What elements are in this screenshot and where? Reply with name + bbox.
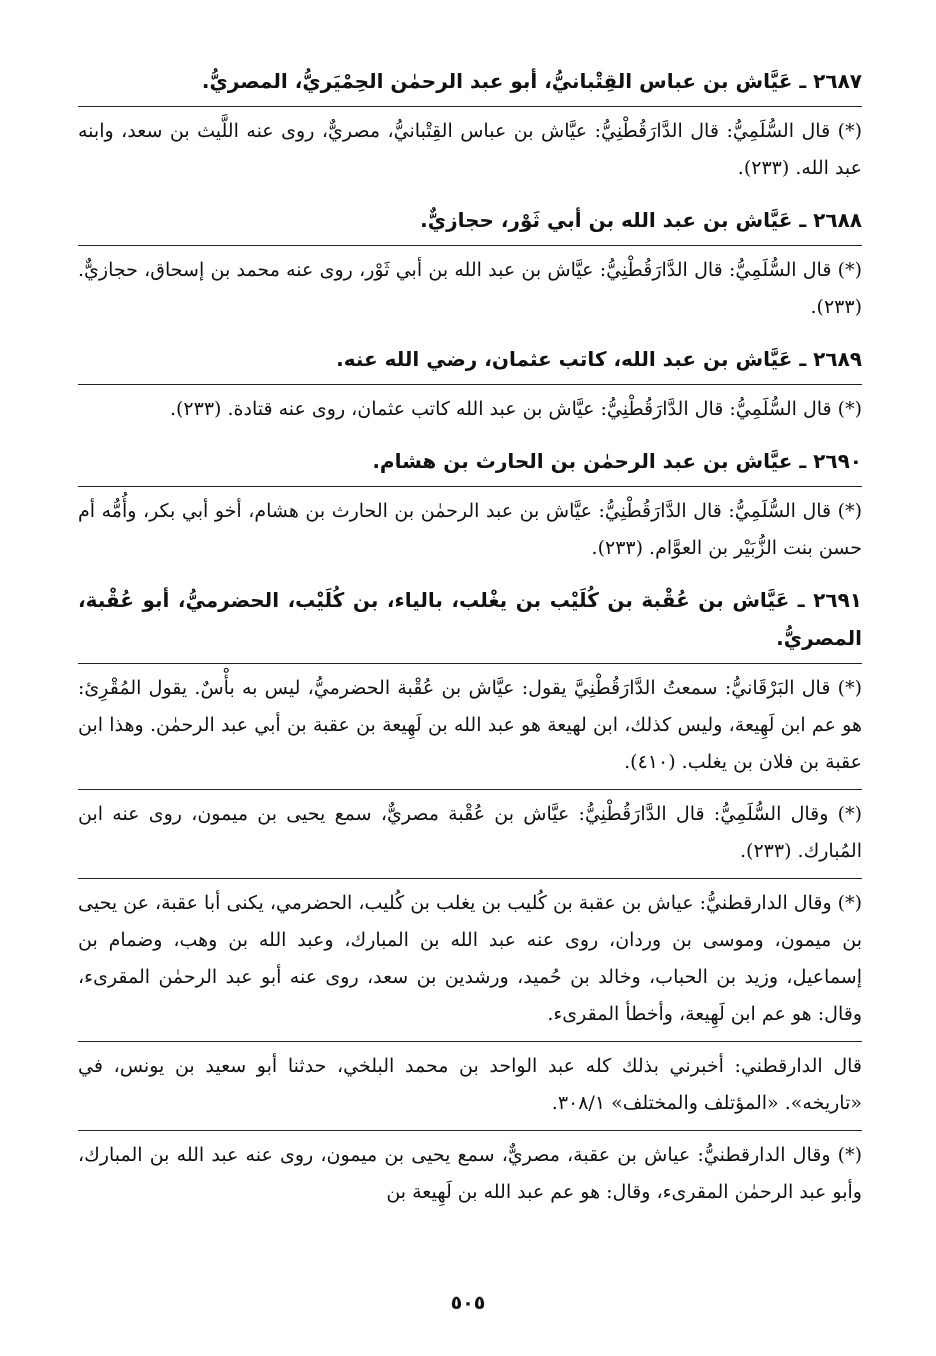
entry-2690 — [78, 442, 862, 567]
entry-2689 — [78, 340, 862, 428]
entry-paragraph: (*) قال السُّلَمِيُّ: قال الدَّارَقُطْنِيُّ: عيَّاش بن عبد الله كاتب عثمان، روى عنه قتادة. (٢٣٣). — [169, 398, 862, 420]
page-number: ٥٠٥ — [450, 1292, 486, 1314]
entry-paragraph: (*) قال السُّلَمِيُّ: قال الدَّارَقُطْنِيُّ: عيَّاش بن عبد الله بن أبي ثَوْر، روى عنه محمد بن إسحاق، حجازيٌّ. (٢٣٣). — [78, 259, 862, 318]
entry-paragraph: قال الدارقطني: أخبرني بذلك كله عبد الواحد بن محمد البلخي، حدثنا أبو سعيد بن يونس، في «تاريخه». «المؤتلف والمختلف» ٣٠٨/١. — [78, 1055, 863, 1114]
entry-paragraph: (*) وقال الدارقطنيُّ: عياش بن عقبة، مصريٌّ، سمع يحيى بن ميمون، روى عنه عبد الله بن المبارك، وأبو عبد الرحمٰن المقرىء، وقال: هو عم عبد الله بن لَهِيعة بن — [78, 1144, 862, 1203]
divider-line — [78, 486, 862, 487]
entry-paragraph: (*) وقال السُّلَمِيُّ: قال الدَّارَقُطْنِيُّ: عيَّاش بن عُقْبة مصريٌّ، سمع يحيى بن ميمون، روى عنه ابن المُبارك. (٢٣٣). — [78, 803, 862, 862]
entry-heading: ٢٦٨٧ ـ عَيَّاش بن عباس القِتْبانيُّ، أبو عبد الرحمٰن الحِمْيَريُّ، المصريُّ. — [201, 69, 862, 93]
divider-line — [78, 106, 862, 107]
divider-line — [78, 384, 862, 385]
entry-2691 — [78, 581, 862, 1211]
divider-line — [78, 1130, 862, 1131]
divider-line — [78, 663, 862, 664]
entry-heading: ٢٦٨٩ ـ عَيَّاش بن عبد الله، كاتب عثمان، رضي الله عنه. — [336, 347, 862, 371]
entry-paragraph: (*) قال البَرْقَانيُّ: سمعتُ الدَّارَقُطْنِيَّ يقول: عيَّاش بن عُقْبة الحضرميُّ، ليس به بأْسٌ. يقول المُقْرِئ: هو عم ابن لَهِيعة، وليس كذلك، ابن لهيعة هو عبد الله بن لَهِيعة بن عقبة بن أبي عبد الرحمٰن. وهذا ابن عقبة بن فلان بن يغلب. (٤١٠). — [78, 677, 862, 773]
entry-heading: ٢٦٩١ ـ عَيَّاش بن عُقْبة بن كُلَيْب بن يغْلب، بالياء، بن كُلَيْب، الحضرميُّ، أبو عُقْبة، المصريُّ. — [78, 588, 862, 650]
divider-line — [78, 789, 862, 790]
entry-heading: ٢٦٨٨ ـ عَيَّاش بن عبد الله بن أبي ثَوْر، حجازيٌّ. — [420, 208, 862, 232]
divider-line — [78, 1041, 862, 1042]
entry-heading: ٢٦٩٠ ـ عيَّاش بن عبد الرحمٰن بن الحارث بن هشام. — [372, 449, 862, 473]
entry-paragraph: (*) قال السُّلَمِيُّ: قال الدَّارَقُطْنِيُّ: عيَّاش بن عبد الرحمٰن بن الحارث بن هشام، أخو أبي بكر، وأُمُّه أم حسن بنت الزُّبَيْر بن العوَّام. (٢٣٣). — [78, 500, 862, 559]
entry-2687 — [78, 62, 862, 187]
divider-line — [78, 878, 862, 879]
page-body — [78, 62, 862, 1225]
divider-line — [78, 245, 862, 246]
entry-paragraph: (*) وقال الدارقطنيُّ: عياش بن عقبة بن كُليب بن يغلب بن كُليب، الحضرمي، يكنى أبا عقبة، عن يحيى بن ميمون، وموسى بن وردان، روى عنه عبد الله بن المبارك، وعبد الله بن وهب، وضمام بن إسماعيل، وزيد بن الحباب، وخالد بن حُميد، ورشدين بن سعد، روى عنه أبو عبد الرحمٰن المقرىء، وقال: هو عم ابن لَهِيعة، وأخطأ المقرىء. — [78, 892, 862, 1025]
entry-2688 — [78, 201, 862, 326]
entry-paragraph: (*) قال السُّلَمِيُّ: قال الدَّارَقُطْنِيُّ: عيَّاش بن عباس القِتْبانيُّ، مصريٌّ، روى عنه اللَّيث بن سعد، وابنه عبد الله. (٢٣٣). — [78, 120, 862, 179]
